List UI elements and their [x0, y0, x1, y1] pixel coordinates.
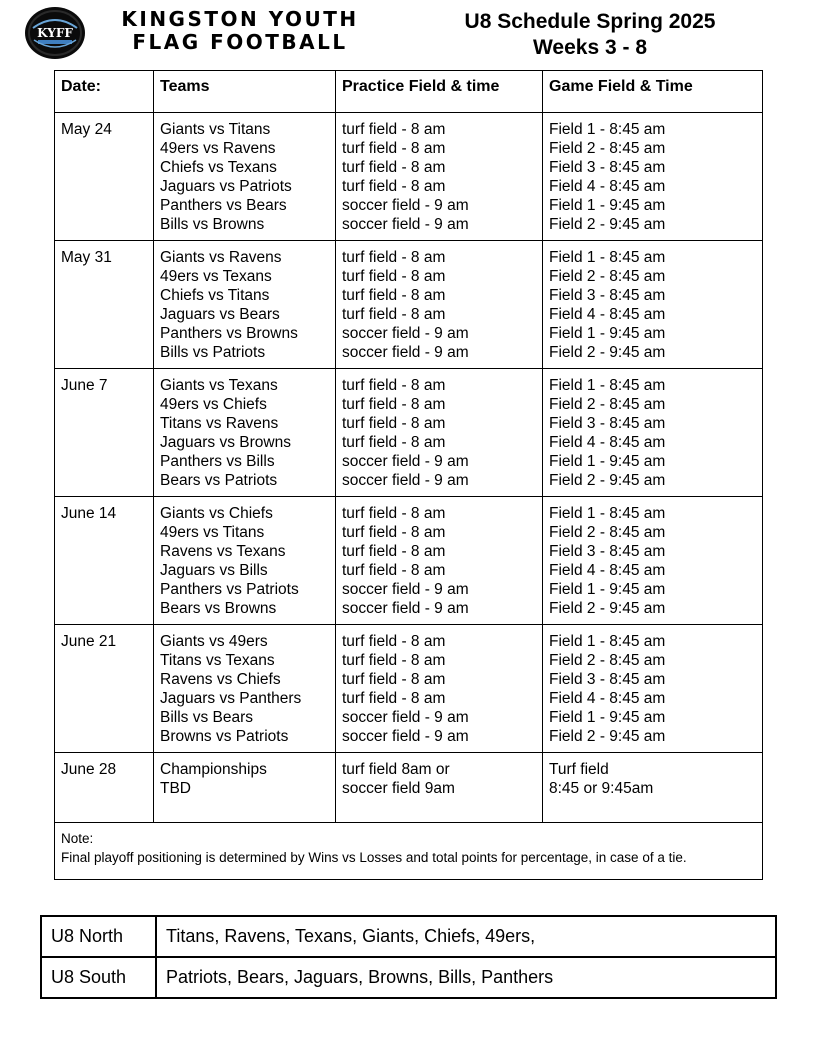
practice-line: soccer field - 9 am	[342, 197, 469, 214]
week-game	[543, 113, 763, 241]
header-game: Game Field & Time	[543, 71, 763, 113]
game-line: Field 4 - 8:45 am	[549, 690, 666, 707]
team-line: 49ers vs Ravens	[160, 140, 276, 157]
team-line: Panthers vs Bears	[160, 197, 287, 214]
division-row-south	[41, 957, 776, 998]
week-practice	[336, 625, 543, 753]
practice-line: soccer field - 9 am	[342, 453, 469, 470]
game-line: Field 1 - 9:45 am	[549, 453, 666, 470]
team-line: Bears vs Browns	[160, 600, 277, 617]
team-line: Championships	[160, 761, 267, 778]
practice-line: soccer field - 9 am	[342, 472, 469, 489]
game-line: Field 2 - 8:45 am	[549, 396, 666, 413]
schedule-header-row	[55, 71, 763, 113]
team-line: Bills vs Browns	[160, 216, 265, 233]
championship-game	[543, 753, 763, 823]
week-teams	[154, 241, 336, 369]
game-line: Field 3 - 8:45 am	[549, 543, 666, 560]
division-row-north	[41, 916, 776, 957]
team-line: Giants vs Texans	[160, 377, 278, 394]
practice-line: soccer field - 9 am	[342, 344, 469, 361]
team-line: Panthers vs Patriots	[160, 581, 299, 598]
championship-teams	[154, 753, 336, 823]
week-practice	[336, 241, 543, 369]
championship-date	[55, 753, 154, 823]
practice-line: turf field - 8 am	[342, 633, 446, 650]
week-game	[543, 625, 763, 753]
team-line: Chiefs vs Texans	[160, 159, 277, 176]
team-line: 49ers vs Titans	[160, 524, 265, 541]
header-practice: Practice Field & time	[336, 71, 543, 113]
week-row	[55, 625, 763, 753]
week-date	[55, 241, 154, 369]
practice-line: soccer field - 9 am	[342, 600, 469, 617]
practice-line: turf field 8am or	[342, 761, 450, 778]
week-row	[55, 497, 763, 625]
week-row	[55, 113, 763, 241]
note-label: Note:	[61, 831, 94, 846]
championship-row	[55, 753, 763, 823]
week-game	[543, 369, 763, 497]
date-text: May 24	[61, 121, 112, 138]
week-date	[55, 369, 154, 497]
practice-line: turf field - 8 am	[342, 524, 446, 541]
week-row	[55, 369, 763, 497]
game-line: Field 2 - 9:45 am	[549, 600, 666, 617]
note-text: Final playoff positioning is determined by Wins vs Losses and total points for percentage, in case of a tie.	[61, 850, 687, 865]
game-line: Field 1 - 8:45 am	[549, 377, 666, 394]
game-line: 8:45 or 9:45am	[549, 780, 654, 797]
practice-line: soccer field - 9 am	[342, 325, 469, 342]
practice-line: turf field - 8 am	[342, 434, 446, 451]
team-line: Chiefs vs Titans	[160, 287, 270, 304]
team-line: 49ers vs Texans	[160, 268, 272, 285]
team-line: Titans vs Ravens	[160, 415, 279, 432]
game-line: Field 1 - 8:45 am	[549, 633, 666, 650]
practice-line: turf field - 8 am	[342, 652, 446, 669]
team-line: Giants vs 49ers	[160, 633, 268, 650]
game-line: Field 4 - 8:45 am	[549, 434, 666, 451]
week-game	[543, 241, 763, 369]
week-date	[55, 113, 154, 241]
game-line: Field 2 - 8:45 am	[549, 652, 666, 669]
org-name-line-1: KINGSTON YOUTH	[121, 7, 359, 31]
note-row	[55, 823, 763, 880]
game-line: Field 2 - 9:45 am	[549, 216, 666, 233]
game-line: Field 3 - 8:45 am	[549, 415, 666, 432]
practice-line: turf field - 8 am	[342, 505, 446, 522]
practice-line: soccer field - 9 am	[342, 709, 469, 726]
date-text: June 28	[61, 761, 117, 778]
logo-text: KYFF	[37, 26, 73, 40]
game-line: Field 2 - 9:45 am	[549, 728, 666, 745]
practice-line: turf field - 8 am	[342, 690, 446, 707]
practice-line: soccer field - 9 am	[342, 581, 469, 598]
team-line: 49ers vs Chiefs	[160, 396, 267, 413]
week-teams	[154, 497, 336, 625]
team-line: TBD	[160, 780, 191, 797]
team-line: Ravens vs Chiefs	[160, 671, 281, 688]
team-line: Jaguars vs Browns	[160, 434, 291, 451]
team-line: Browns vs Patriots	[160, 728, 289, 745]
header-teams: Teams	[154, 71, 336, 113]
team-line: Ravens vs Texans	[160, 543, 286, 560]
team-line: Giants vs Chiefs	[160, 505, 273, 522]
practice-line: turf field - 8 am	[342, 562, 446, 579]
schedule-table	[54, 70, 763, 880]
game-line: Field 2 - 9:45 am	[549, 344, 666, 361]
game-line: Field 3 - 8:45 am	[549, 671, 666, 688]
practice-line: turf field - 8 am	[342, 178, 446, 195]
note-cell	[55, 823, 763, 880]
team-line: Jaguars vs Patriots	[160, 178, 292, 195]
practice-line: turf field - 8 am	[342, 140, 446, 157]
week-date	[55, 625, 154, 753]
division-name: U8 North	[41, 916, 156, 957]
team-line: Panthers vs Bills	[160, 453, 275, 470]
week-practice	[336, 369, 543, 497]
date-text: June 7	[61, 377, 108, 394]
team-line: Bears vs Patriots	[160, 472, 278, 489]
date-text: June 14	[61, 505, 117, 522]
practice-line: turf field - 8 am	[342, 543, 446, 560]
schedule-title-line-2: Weeks 3 - 8	[532, 36, 647, 59]
practice-line: soccer field - 9 am	[342, 216, 469, 233]
game-line: Field 3 - 8:45 am	[549, 287, 666, 304]
team-line: Jaguars vs Bears	[160, 306, 280, 323]
team-line: Bills vs Patriots	[160, 344, 266, 361]
practice-line: turf field - 8 am	[342, 268, 446, 285]
week-teams	[154, 369, 336, 497]
team-line: Panthers vs Browns	[160, 325, 298, 342]
practice-line: turf field - 8 am	[342, 377, 446, 394]
team-line: Bills vs Bears	[160, 709, 254, 726]
game-line: Field 3 - 8:45 am	[549, 159, 666, 176]
date-text: May 31	[61, 249, 112, 266]
game-line: Field 1 - 9:45 am	[549, 197, 666, 214]
week-practice	[336, 113, 543, 241]
division-teams: Patriots, Bears, Jaguars, Browns, Bills, Panthers	[156, 957, 776, 998]
game-line: Field 2 - 8:45 am	[549, 524, 666, 541]
game-line: Field 2 - 8:45 am	[549, 268, 666, 285]
organization-name	[96, 8, 384, 54]
schedule-title	[440, 9, 740, 61]
practice-line: turf field - 8 am	[342, 287, 446, 304]
practice-line: turf field - 8 am	[342, 671, 446, 688]
division-name: U8 South	[41, 957, 156, 998]
practice-line: turf field - 8 am	[342, 249, 446, 266]
practice-line: turf field - 8 am	[342, 121, 446, 138]
practice-line: soccer field 9am	[342, 780, 455, 797]
week-date	[55, 497, 154, 625]
week-row	[55, 241, 763, 369]
team-line: Jaguars vs Panthers	[160, 690, 302, 707]
team-line: Giants vs Ravens	[160, 249, 282, 266]
game-line: Field 4 - 8:45 am	[549, 306, 666, 323]
schedule-title-line-1: U8 Schedule Spring 2025	[464, 10, 716, 33]
practice-line: soccer field - 9 am	[342, 728, 469, 745]
game-line: Field 1 - 8:45 am	[549, 249, 666, 266]
team-line: Titans vs Texans	[160, 652, 275, 669]
game-line: Field 1 - 8:45 am	[549, 121, 666, 138]
game-line: Field 1 - 9:45 am	[549, 581, 666, 598]
game-line: Turf field	[549, 761, 609, 778]
date-text: June 21	[61, 633, 117, 650]
practice-line: turf field - 8 am	[342, 306, 446, 323]
game-line: Field 1 - 9:45 am	[549, 709, 666, 726]
game-line: Field 1 - 9:45 am	[549, 325, 666, 342]
kyff-logo	[24, 6, 86, 60]
week-teams	[154, 113, 336, 241]
header-date: Date:	[55, 71, 154, 113]
game-line: Field 2 - 9:45 am	[549, 472, 666, 489]
practice-line: turf field - 8 am	[342, 396, 446, 413]
division-table	[40, 915, 777, 999]
game-line: Field 1 - 8:45 am	[549, 505, 666, 522]
week-game	[543, 497, 763, 625]
game-line: Field 4 - 8:45 am	[549, 178, 666, 195]
week-practice	[336, 497, 543, 625]
division-teams: Titans, Ravens, Texans, Giants, Chiefs, 49ers,	[156, 916, 776, 957]
game-line: Field 4 - 8:45 am	[549, 562, 666, 579]
org-name-line-2: FLAG FOOTBALL	[132, 30, 348, 54]
team-line: Jaguars vs Bills	[160, 562, 268, 579]
championship-practice	[336, 753, 543, 823]
game-line: Field 2 - 8:45 am	[549, 140, 666, 157]
team-line: Giants vs Titans	[160, 121, 271, 138]
week-teams	[154, 625, 336, 753]
practice-line: turf field - 8 am	[342, 415, 446, 432]
practice-line: turf field - 8 am	[342, 159, 446, 176]
